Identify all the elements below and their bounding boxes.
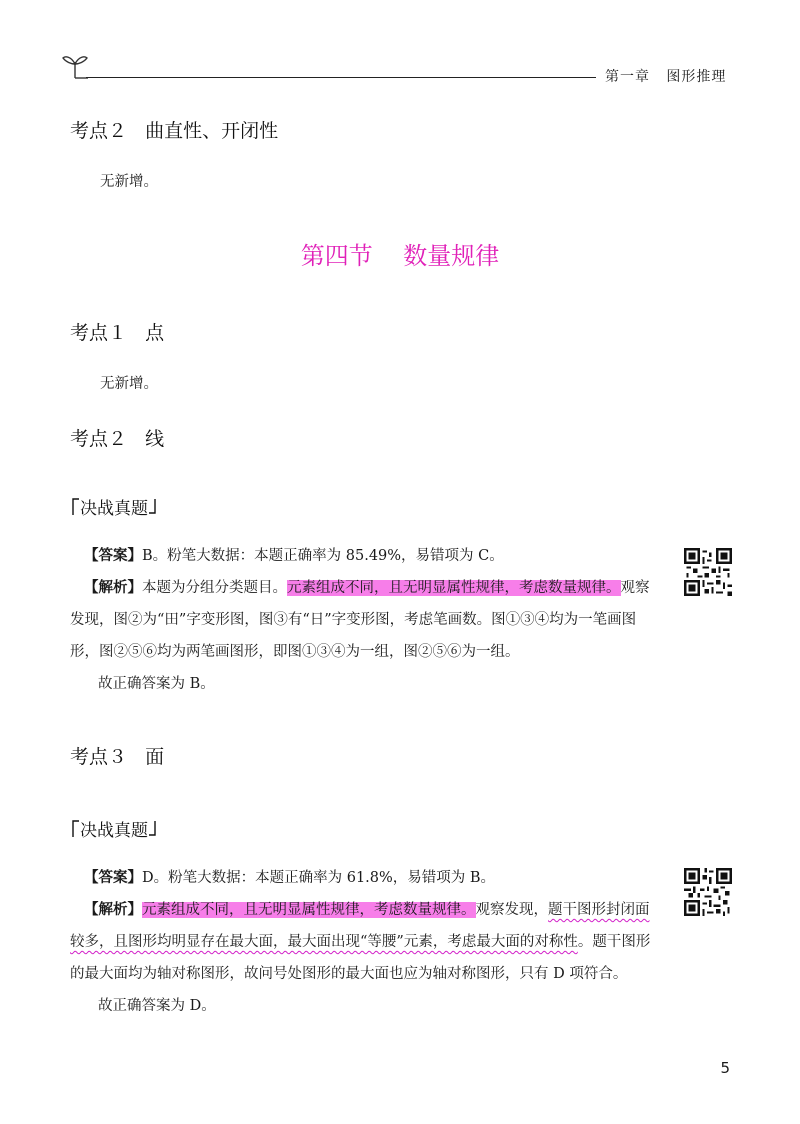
answer-text: B。粉笔大数据：本题正确率为 85.49%，易错项为 C。 [142,548,504,564]
answer-text: D。粉笔大数据：本题正确率为 61.8%，易错项为 B。 [142,870,496,886]
qr-code-icon[interactable] [684,868,732,916]
analysis-text: 观察发现，图②为“田”字变形图，图③有“日”字变形图，考虑笔画数。图①③④均为一笔画图形，图②⑤⑥均为两笔画图形，即图①③④为一组，图②⑤⑥为一组。 [70,580,650,660]
left-bracket-icon [70,819,80,839]
juezhan-label-text: 决战真题 [80,499,148,519]
answer-tag: 【答案】 [84,548,142,564]
juezhan-label-1 [70,494,158,519]
section-title: 第四节 数量规律 [300,242,500,270]
kaodian2-curve-heading: 考点２ 曲直性、开闭性 [70,120,279,142]
highlighted-text: 元素组成不同，且无明显属性规律，考虑数量规律。 [142,902,476,918]
highlighted-text: 元素组成不同，且无明显属性规律，考虑数量规律。 [287,580,621,596]
conclusion: 故正确答案为 D。 [98,998,216,1014]
qr-code-icon[interactable] [684,548,732,596]
analysis-paragraph [70,894,654,990]
answer-block-1 [70,540,654,700]
answer-block-2 [70,862,654,1022]
answer-line [70,862,654,894]
conclusion: 故正确答案为 B。 [98,676,215,692]
chapter-title: 第一章 图形推理 [605,69,727,85]
kaodian1-point-body: 无新增。 [100,376,158,392]
analysis-text: 。题干图形的最大面均为轴对称图形，故问号处图形的最大面也应为轴对称图形，只有 D 项符合。 [70,934,651,982]
analysis-paragraph [70,572,654,668]
juezhan-label-text: 决战真题 [80,821,148,841]
kaodian2-line-heading: 考点２ 线 [70,428,165,450]
analysis-tag: 【解析】 [84,902,142,918]
sprout-icon [60,50,90,80]
answer-tag: 【答案】 [84,870,142,886]
right-bracket-icon [148,497,158,517]
wavy-underlined-text: 题干图形封闭面较多，且图形均明显存在最大面，最大面出现“等腰”元素，考虑最大面的对称性 [70,902,650,950]
kaodian3-face-heading: 考点３ 面 [70,746,165,768]
right-bracket-icon [148,819,158,839]
analysis-tag: 【解析】 [84,580,142,596]
header-rule [86,77,596,78]
answer-line [70,540,654,572]
analysis-text: 本题为分组分类题目。 [142,580,287,596]
page-number: 5 [720,1059,730,1077]
kaodian2-curve-body: 无新增。 [100,174,158,190]
kaodian1-point-heading: 考点１ 点 [70,322,165,344]
juezhan-label-2 [70,816,158,841]
analysis-text: 观察发现， [475,902,548,918]
left-bracket-icon [70,497,80,517]
